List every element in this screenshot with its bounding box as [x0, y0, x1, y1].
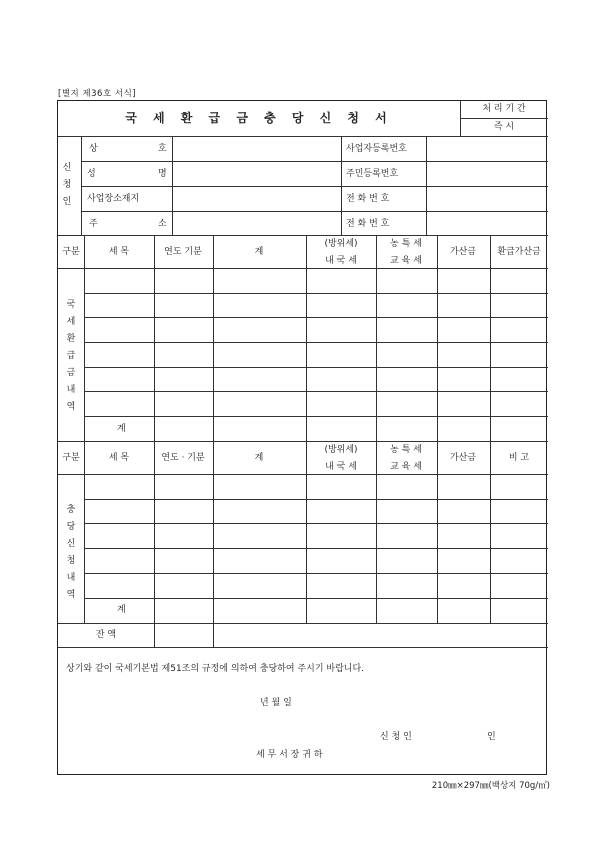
offset-header-remarks: 비 고 — [508, 453, 530, 463]
offset-header-rural: 농 특 세 — [390, 445, 422, 455]
refund-header-penalty: 가산금 — [449, 247, 477, 257]
refund-header-tax-item: 세 목 — [108, 247, 130, 257]
refund-header-gubun: 구분 — [62, 247, 80, 257]
business-phone-label: 전 화 번 호 — [346, 194, 390, 204]
offset-header-gubun: 구분 — [62, 453, 80, 463]
refund-header-defense: (방위세) — [324, 239, 358, 249]
seal-mark: 인 — [487, 732, 496, 742]
application-form — [57, 100, 547, 775]
applicant-group-label: 신 청 인 — [62, 163, 72, 207]
business-address-label: 사업장소재지 — [87, 194, 140, 204]
offset-header-education: 교 육 세 — [390, 462, 422, 472]
refund-header-rural: 농 특 세 — [390, 239, 422, 249]
offset-header-tax-item: 세 목 — [108, 453, 130, 463]
refund-header-refund-penalty: 환급가산금 — [497, 247, 541, 257]
form-title: 국 세 환 급 금 충 당 신 청 서 — [125, 111, 393, 125]
refund-header-total: 계 — [254, 247, 264, 257]
offset-header-year: 연도 · 기분 — [161, 453, 205, 463]
processing-period-value: 즉 시 — [493, 122, 515, 132]
business-name-label-a: 상 — [89, 144, 98, 154]
refund-header-domestic: 내 국 세 — [325, 256, 357, 266]
form-number: [별지 제36호 서식] — [58, 89, 137, 99]
offset-sum-label: 계 — [117, 605, 126, 615]
refund-header-education: 교 육 세 — [390, 256, 422, 266]
offset-header-penalty: 가산금 — [449, 453, 477, 463]
resident-reg-number-label: 주민등록번호 — [346, 169, 399, 179]
balance-label: 잔 액 — [95, 630, 117, 640]
name-label-b: 명 — [158, 169, 167, 179]
address-label-b: 소 — [158, 219, 167, 229]
home-phone-label: 전 화 번 호 — [346, 219, 390, 229]
business-reg-number-label: 사업자등록번호 — [346, 144, 407, 154]
refund-side-label: 국 세 환 급 금 내 역 — [66, 300, 76, 412]
offset-header-defense: (방위세) — [324, 445, 358, 455]
processing-period-label: 처 리 기 간 — [482, 104, 526, 114]
recipient-line: 세 무 서 장 귀 하 — [256, 750, 323, 760]
request-statement: 상기와 같이 국세기본법 제51조의 규정에 의하여 충당하여 주시기 바랍니다. — [66, 664, 365, 674]
paper-size-note: 210㎜×297㎜(백상지 70g/㎡) — [431, 781, 550, 791]
name-label-a: 성 — [87, 169, 96, 179]
offset-side-label: 충 당 신 청 내 역 — [66, 505, 76, 600]
refund-sum-label: 계 — [117, 424, 126, 434]
applicant-signature-label: 신 청 인 — [380, 732, 412, 742]
offset-header-total: 계 — [254, 453, 264, 463]
address-label-a: 주 — [89, 219, 98, 229]
business-name-label-b: 호 — [158, 144, 167, 154]
date-line: 년 월 일 — [260, 698, 292, 708]
offset-header-domestic: 내 국 세 — [325, 462, 357, 472]
refund-header-year: 연도 기분 — [164, 247, 202, 257]
